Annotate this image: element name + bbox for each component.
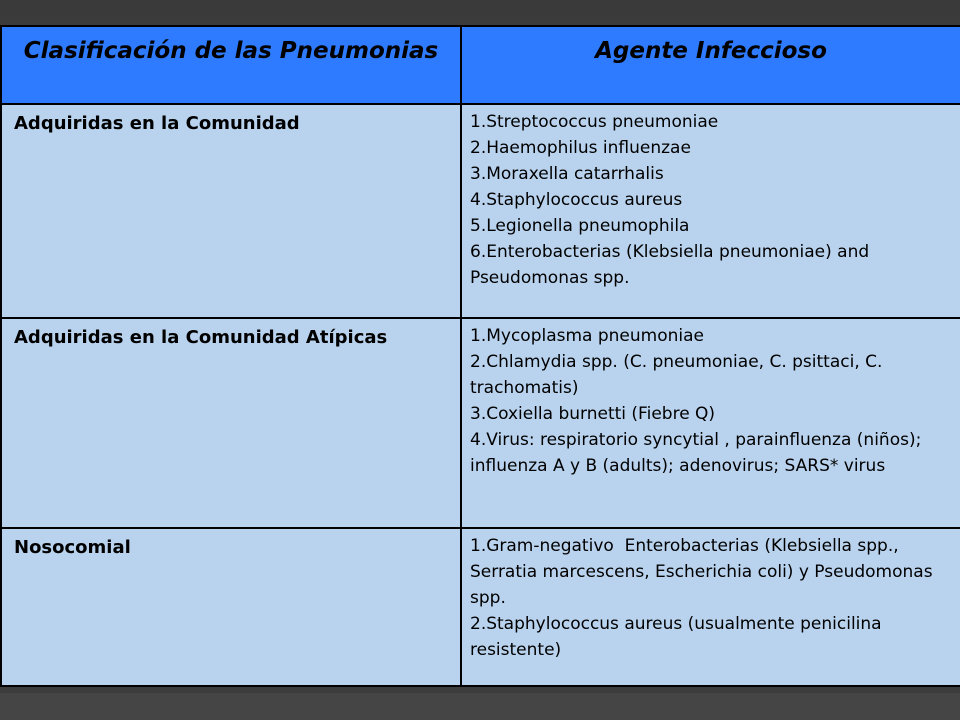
table-row: [1, 318, 960, 528]
table-row: [1, 528, 960, 686]
agent-list-item: 3.Coxiella burnetti (Fiebre Q): [470, 404, 716, 424]
category-cell: Adquiridas en la Comunidad: [1, 104, 461, 318]
agent-list-item: 2.Staphylococcus aureus (usualmente penicilina resistente): [470, 614, 887, 660]
agent-list-item: 4.Staphylococcus aureus: [470, 190, 683, 210]
category-cell: Adquiridas en la Comunidad Atípicas: [1, 318, 461, 528]
slide-bottom-bar: [0, 693, 960, 720]
agent-list-item: 2.Chlamydia spp. (C. pneumoniae, C. psittaci, C. trachomatis): [470, 352, 888, 398]
classification-table-container: [0, 25, 960, 687]
agent-list-item: 1.Gram-negativo Enterobacterias (Klebsiella spp., Serratia marcescens, Escherichia coli) y Pseudomonas spp.: [470, 536, 938, 608]
agent-list-item: 1.Streptococcus pneumoniae: [470, 112, 719, 132]
header-infectious-agent: Agente Infeccioso: [461, 26, 960, 104]
agents-cell: [461, 318, 960, 528]
agent-list-item: 1.Mycoplasma pneumoniae: [470, 326, 704, 346]
agents-cell: [461, 104, 960, 318]
agent-list-item: 4.Virus: respiratorio syncytial , parainfluenza (niños); influenza A y B (adults); adenovirus; SARS* virus: [470, 430, 927, 476]
agent-list-item: 3.Moraxella catarrhalis: [470, 164, 664, 184]
table-row: [1, 104, 960, 318]
category-cell: Nosocomial: [1, 528, 461, 686]
agent-list-item: 2.Haemophilus influenzae: [470, 138, 691, 158]
pneumonia-classification-table: [0, 25, 960, 687]
header-classification: Clasificación de las Pneumonias: [1, 26, 461, 104]
agent-list-item: 6.Enterobacterias (Klebsiella pneumoniae) and Pseudomonas spp.: [470, 242, 875, 288]
agent-list-item: 5.Legionella pneumophila: [470, 216, 690, 236]
table-header-row: [1, 26, 960, 104]
agents-cell: [461, 528, 960, 686]
